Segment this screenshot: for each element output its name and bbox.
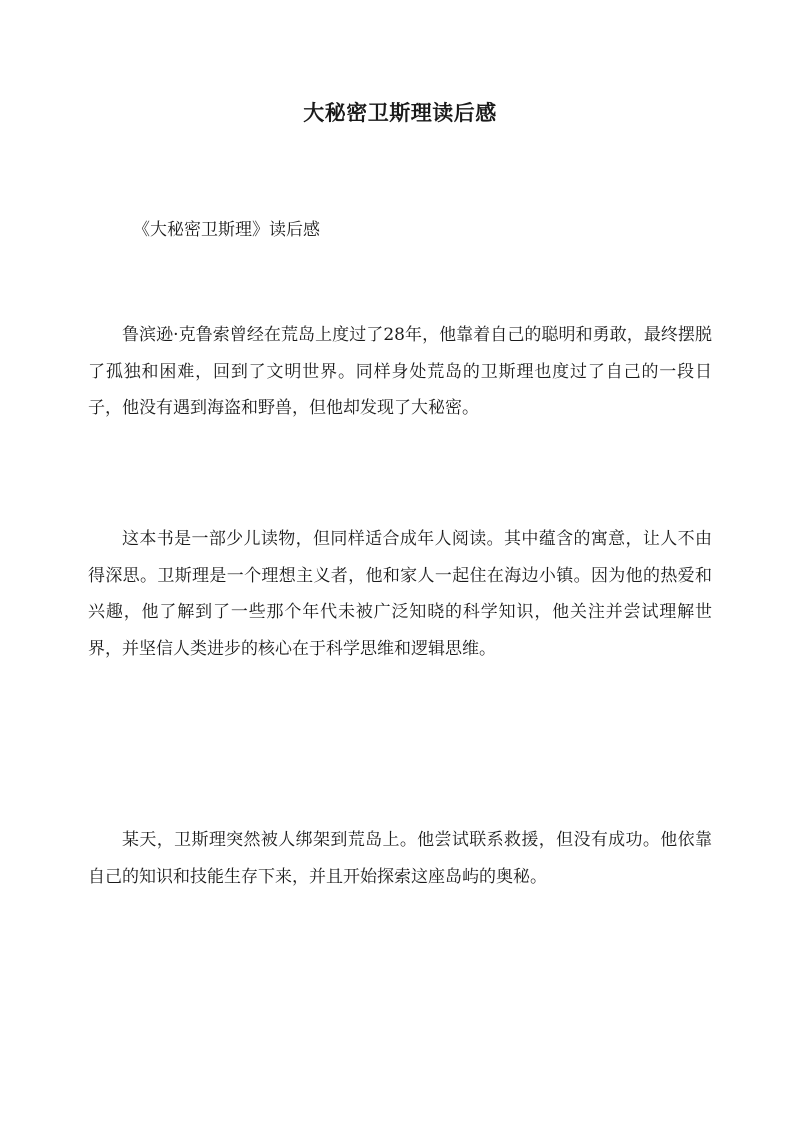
document-subtitle: 《大秘密卫斯理》读后感 <box>133 220 320 240</box>
paragraph-2: 这本书是一部少儿读物，但同样适合成年人阅读。其中蕴含的寓意，让人不由得深思。卫斯理是一个理想主义者，他和家人一起住在海边小镇。因为他的热爱和兴趣，他了解到了一些那个年代未被广泛知晓的科学知识，他关注并尝试理解世界，并坚信人类进步的核心在于科学思维和逻辑思维。 <box>88 529 712 659</box>
paragraph-1: 鲁滨逊·克鲁索曾经在荒岛上度过了28年，他靠着自己的聪明和勇敢，最终摆脱了孤独和困难，回到了文明世界。同样身处荒岛的卫斯理也度过了自己的一段日子，他没有遇到海盗和野兽，但他却发现了大秘密。 <box>88 325 712 418</box>
document-title: 大秘密卫斯理读后感 <box>303 100 497 125</box>
paragraph-3: 某天，卫斯理突然被人绑架到荒岛上。他尝试联系救援，但没有成功。他依靠自己的知识和技能生存下来，并且开始探索这座岛屿的奥秘。 <box>88 830 712 887</box>
